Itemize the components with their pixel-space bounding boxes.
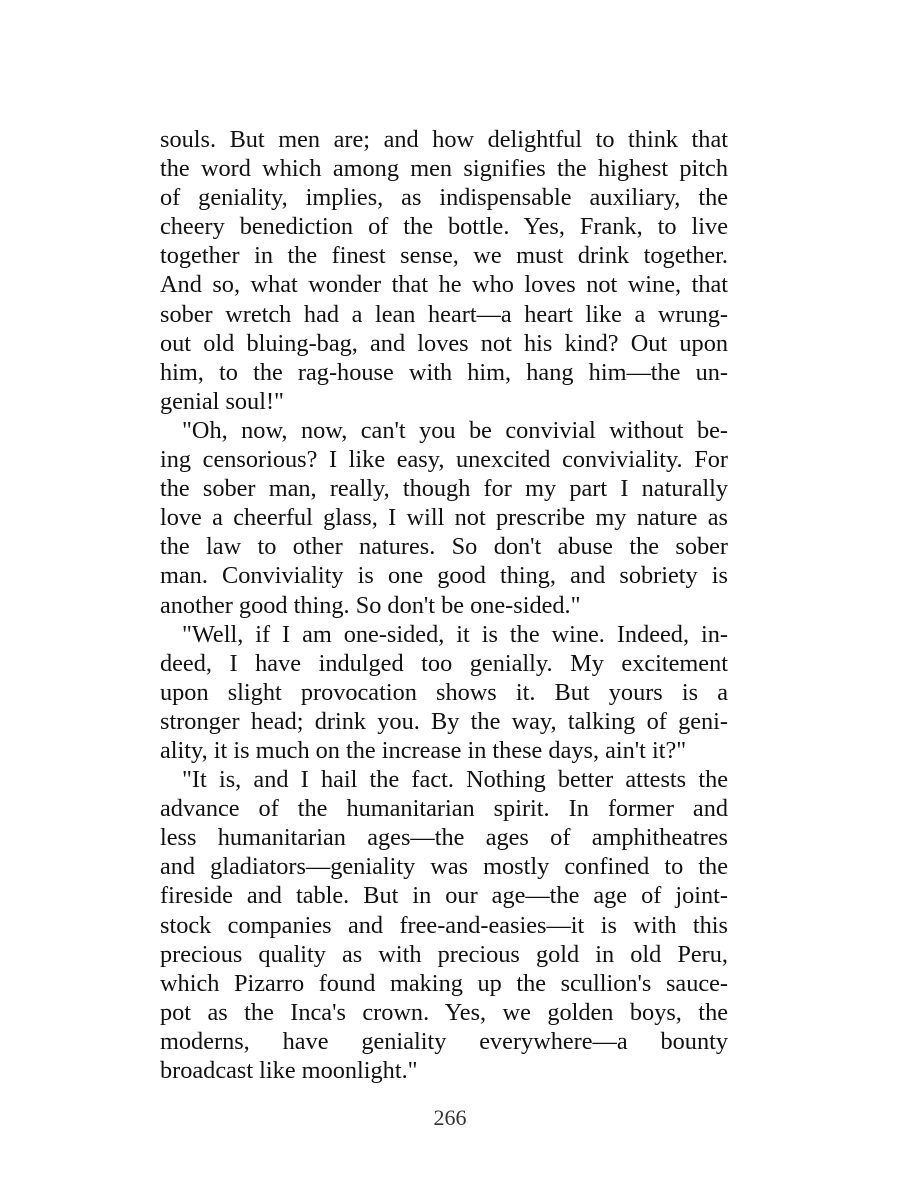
- text-line: And so, what wonder that he who loves not wine, that: [160, 271, 728, 299]
- text-line: fireside and table. But in our age—the age of joint-: [160, 882, 728, 910]
- text-line: less humanitarian ages—the ages of amphitheatres: [160, 824, 728, 852]
- text-line: "Oh, now, now, can't you be convivial without be-: [182, 416, 728, 444]
- text-line: the word which among men signifies the highest pitch: [160, 155, 728, 183]
- text-line: advance of the humanitarian spirit. In former and: [160, 795, 728, 823]
- text-line: love a cheerful glass, I will not prescribe my nature as: [160, 504, 728, 532]
- text-line: sober wretch had a lean heart—a heart like a wrung-: [160, 300, 728, 328]
- text-line: together in the finest sense, we must drink together.: [160, 242, 728, 270]
- text-line: him, to the rag-house with him, hang him—the un-: [160, 358, 728, 386]
- body-text: [160, 125, 728, 1085]
- text-line: another good thing. So don't be one-sided.": [160, 591, 581, 619]
- text-line: out old bluing-bag, and loves not his kind? Out upon: [160, 329, 728, 357]
- text-line: stronger head; drink you. By the way, talking of geni-: [160, 707, 728, 735]
- text-line: souls. But men are; and how delightful to think that: [160, 126, 728, 153]
- text-line: which Pizarro found making up the scullion's sauce-: [160, 969, 728, 997]
- text-line: of geniality, implies, as indispensable auxiliary, the: [160, 184, 728, 212]
- text-line: "It is, and I hail the fact. Nothing better attests the: [182, 766, 728, 794]
- text-line: upon slight provocation shows it. But yours is a: [160, 678, 728, 706]
- text-line: the law to other natures. So don't abuse the sober: [160, 533, 728, 561]
- text-line: moderns, have geniality everywhere—a bounty: [160, 1027, 728, 1055]
- text-line: ality, it is much on the increase in these days, ain't it?": [160, 736, 687, 764]
- text-line: precious quality as with precious gold in old Peru,: [160, 940, 728, 968]
- text-line: man. Conviviality is one good thing, and sobriety is: [160, 562, 728, 590]
- text-line: the sober man, really, though for my part I naturally: [160, 475, 728, 503]
- text-line: pot as the Inca's crown. Yes, we golden boys, the: [160, 998, 728, 1026]
- text-line: cheery benediction of the bottle. Yes, Frank, to live: [160, 213, 728, 241]
- text-line: broadcast like moonlight.": [160, 1057, 418, 1084]
- text-line: genial soul!": [160, 387, 284, 415]
- text-line: and gladiators—geniality was mostly confined to the: [160, 853, 728, 881]
- text-line: deed, I have indulged too genially. My excitement: [160, 649, 728, 677]
- page-number: 266: [433, 1105, 467, 1130]
- text-line: ing censorious? I like easy, unexcited conviviality. For: [160, 446, 728, 474]
- text-line: stock companies and free-and-easies—it is with this: [160, 911, 728, 939]
- text-line: "Well, if I am one-sided, it is the wine. Indeed, in-: [182, 620, 728, 648]
